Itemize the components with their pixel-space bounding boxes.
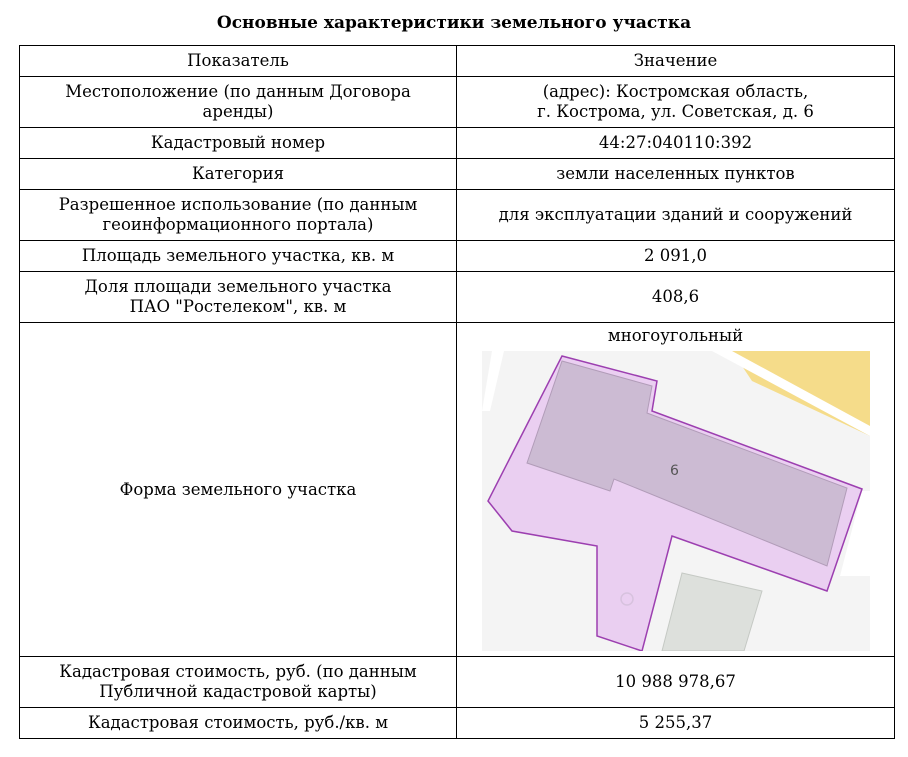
row-label-cadastral-number: Кадастровый номер bbox=[20, 128, 457, 159]
row-label-cadastral-cost bbox=[20, 657, 457, 708]
table-row bbox=[20, 77, 895, 128]
label-line: аренды) bbox=[202, 102, 274, 121]
row-label-area: Площадь земельного участка, кв. м bbox=[20, 241, 457, 272]
table-row bbox=[20, 241, 895, 272]
row-value-cadastral-cost: 10 988 978,67 bbox=[457, 657, 895, 708]
table-row bbox=[20, 190, 895, 241]
label-line: Доля площади земельного участка bbox=[84, 277, 392, 296]
header-value: Значение bbox=[457, 46, 895, 77]
row-value-shape bbox=[457, 323, 895, 657]
row-value-cadastral-number: 44:27:040110:392 bbox=[457, 128, 895, 159]
header-indicator: Показатель bbox=[20, 46, 457, 77]
row-value-permitted-use: для эксплуатации зданий и сооружений bbox=[457, 190, 895, 241]
building-number-label: 6 bbox=[669, 463, 679, 479]
table-row bbox=[20, 657, 895, 708]
document-title: Основные характеристики земельного участка bbox=[216, 13, 692, 33]
row-value-location bbox=[457, 77, 895, 128]
table-row bbox=[20, 128, 895, 159]
row-value-category: земли населенных пунктов bbox=[457, 159, 895, 190]
row-label-share bbox=[20, 272, 457, 323]
row-value-area: 2 091,0 bbox=[457, 241, 895, 272]
label-line: геоинформационного портала) bbox=[102, 215, 374, 234]
table-row bbox=[20, 159, 895, 190]
shape-value-text: многоугольный bbox=[607, 326, 744, 345]
label-line: Публичной кадастровой карты) bbox=[99, 682, 377, 701]
label-line: Разрешенное использование (по данным bbox=[58, 195, 418, 214]
value-line: г. Кострома, ул. Советская, д. 6 bbox=[537, 102, 814, 121]
row-label-cost-per-m2: Кадастровая стоимость, руб./кв. м bbox=[20, 708, 457, 739]
table-row bbox=[20, 323, 895, 657]
row-label-permitted-use bbox=[20, 190, 457, 241]
row-label-location bbox=[20, 77, 457, 128]
land-characteristics-table bbox=[19, 45, 895, 739]
row-value-share: 408,6 bbox=[457, 272, 895, 323]
table-row bbox=[20, 708, 895, 739]
row-label-shape: Форма земельного участка bbox=[20, 323, 457, 657]
label-line: ПАО "Ростелеком", кв. м bbox=[129, 297, 347, 316]
row-label-category: Категория bbox=[20, 159, 457, 190]
table-row bbox=[20, 272, 895, 323]
table-header-row bbox=[20, 46, 895, 77]
row-value-cost-per-m2: 5 255,37 bbox=[457, 708, 895, 739]
label-line: Местоположение (по данным Договора bbox=[65, 82, 411, 101]
label-line: Кадастровая стоимость, руб. (по данным bbox=[59, 662, 417, 681]
parcel-map-image bbox=[482, 351, 870, 651]
value-line: (адрес): Костромская область, bbox=[542, 82, 809, 101]
